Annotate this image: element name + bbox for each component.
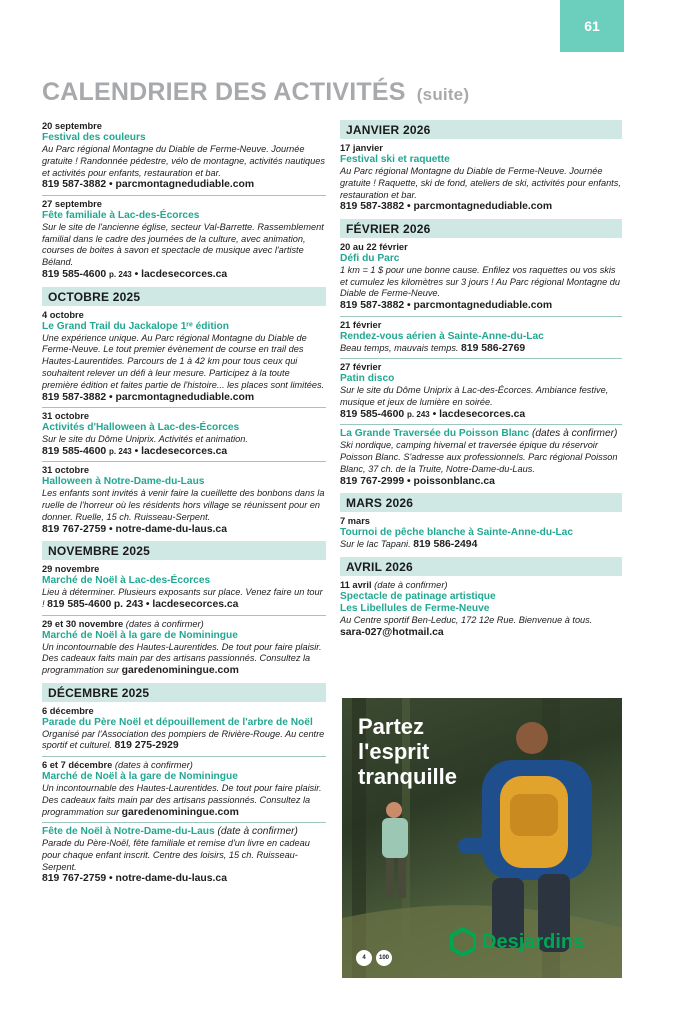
event-entry [42,120,326,196]
event-description: Sur le site de l'ancienne église, secteur Val-Barrette. Rassemblement familial dans le cadre des journées de la culture, avec animation, courses de boites à savon et spectacle de musique avec l'artiste Béland. [42,221,324,268]
event-name: Festival des couleurs [42,132,146,143]
page-reference: p. 243 [109,270,132,280]
event-name: Marché de Noël à Lac-des-Écorces [42,575,211,587]
event-entry [42,618,326,681]
event-name: Patin disco [340,373,395,385]
event-entry [340,319,622,360]
event-date-note: (dates à confirmer) [125,618,204,629]
page-number: 61 [560,0,624,52]
event-contact [42,269,326,282]
month-header-april: AVRIL 2026 [340,557,622,576]
event-description: Sur le site du Dôme Uniprix. Activités et animation. [42,434,248,445]
event-website[interactable]: garedenominingue.com [121,806,239,818]
event-entry [42,705,326,757]
event-description: Parade du Père-Noël, fête familiale et remise d'un livre en cadeau pour chaque enfant inscrit. Centre des loisirs, 15 ch. Ruisseau-Serpent. [42,838,310,872]
event-contact[interactable]: 819 767-2999 • poissonblanc.ca [340,475,495,487]
event-name: Halloween à Notre-Dame-du-Laus [42,476,205,488]
event-entry [42,198,326,285]
event-name [340,428,622,440]
month-header-november: NOVEMBRE 2025 [42,541,326,560]
event-description-text: Lieu à déterminer. Plusieurs exposants sur place. Venez faire un tour ! [42,587,323,610]
event-name: Festival ski et raquette [340,154,450,165]
event-phone[interactable]: 819 586-2494 [413,539,478,551]
event-description [42,729,326,753]
event-date: 20 septembre [42,121,102,131]
event-entry [340,241,622,317]
ad-slogan-line: Partez [358,714,425,739]
event-date: 27 septembre [42,198,102,209]
event-website[interactable]: garedenominingue.com [121,665,239,677]
event-date: 6 décembre [42,705,94,716]
event-name: Marché de Noël à la gare de Nominingue [42,629,238,641]
event-contact[interactable]: 819 767-2759 • notre-dame-du-laus.ca [42,523,227,535]
event-contact[interactable]: 819 587-3882 • parcmontagnedudiable.com [340,300,553,312]
event-contact[interactable]: 819 587-3882 • parcmontagnedudiable.com [42,391,255,403]
ad-slogan [358,714,457,789]
month-header-october: OCTOBRE 2025 [42,287,326,306]
event-website[interactable]: • lacdesecorces.ca [145,599,239,611]
event-name-secondary: Les Libellules de Ferme-Neuve [340,602,490,614]
event-date: 4 octobre [42,309,84,320]
event-description [340,539,622,552]
event-name [42,826,326,838]
event-date: 21 février [340,319,382,330]
left-column [42,120,326,891]
page-title [42,78,469,107]
event-date [42,619,326,630]
event-contact [340,409,622,422]
month-header-february: FÉVRIER 2026 [340,219,622,238]
event-date-note: (dates à confirmer) [114,759,193,770]
page-title-suffix: (suite) [416,85,470,104]
ad-slogan-line: l'esprit [358,739,430,764]
event-contact[interactable]: 819 767-2759 • notre-dame-du-laus.ca [42,873,227,885]
right-column [340,120,622,644]
desjardins-logo [450,928,584,956]
hexagon-logo-icon [450,928,476,956]
page-reference: p. 243 [109,446,132,456]
event-entry [340,361,622,425]
event-name: Activités d'Halloween à Lac-des-Écorces [42,422,240,434]
event-website[interactable]: • lacdesecorces.ca [432,408,526,420]
event-phone[interactable]: 819 585-4600 [42,445,107,457]
event-date: 29 novembre [42,564,100,575]
event-date: 7 mars [340,516,370,527]
event-date-note: (date à confirmer) [374,579,448,590]
event-date: 17 janvier [340,143,383,153]
event-entry [340,427,622,491]
event-description [340,343,622,356]
month-header-march: MARS 2026 [340,493,622,512]
event-name: Rendez-vous aérien à Sainte-Anne-du-Lac [340,330,544,342]
event-date: 27 février [340,362,382,373]
event-date [340,580,622,591]
ad-slogan-line: tranquille [358,764,458,789]
event-name: Marché de Noël à la gare de Nominingue [42,770,238,782]
event-date-text: 6 et 7 décembre [42,759,113,770]
event-description: Ski nordique, camping hivernal et traversée épique du réservoir Poisson Blanc. S'adresse aux professionnels. Parc régional Poisson Blanc, 37 ch. de la Truite, Notre-Dame-du-Laus. [340,440,618,474]
month-header-january: JANVIER 2026 [340,120,622,139]
event-description [42,587,326,611]
event-entry [340,579,622,642]
event-entry [340,142,622,217]
event-name: Défi du Parc [340,252,400,264]
month-header-december: DÉCEMBRE 2025 [42,683,326,702]
event-description-text: Un incontournable des Hautes-Laurentides. De tout pour faire plaisir. Des cadeaux faits main par des artisans passionnés. Consultez la programmation sur [42,641,322,676]
event-description [42,783,326,819]
event-name: Fête familiale à Lac-des-Écorces [42,209,200,221]
event-phone[interactable]: 819 586-2769 [461,342,526,354]
event-description: Au Parc régional Montagne du Diable de Ferme-Neuve. Journée gratuite ! Randonnée pédestre, vélo de montagne, activités nautiques et activités pour enfants, restauration et bar. [42,144,325,178]
event-phone[interactable]: 819 585-4600 [340,408,405,420]
event-contact[interactable]: 819 587-3882 • parcmontagnedudiable.com [340,201,553,213]
ad-badge: 4 [356,950,372,966]
ad-badge: 100 [376,950,392,966]
event-entry [340,515,622,555]
event-phone[interactable]: 819 585-4600 [42,269,107,281]
event-name: Tournoi de pêche blanche à Sainte-Anne-du-Lac [340,527,574,539]
event-phone[interactable]: 819 585-4600 [47,599,112,611]
event-name-text: Fête de Noël à Notre-Dame-du-Laus [42,826,215,838]
event-description: 1 km = 1 $ pour une bonne cause. Enfilez vos raquettes ou vos skis et cumulez les kilomètres sur 3 jours ! Au Parc régional Montagne du Diable de Ferme-Neuve. [340,264,621,299]
event-entry [42,825,326,889]
event-contact [42,446,326,459]
event-description-text: Sur le lac Tapani. [340,539,411,550]
event-date-text: 11 avril [340,579,372,590]
event-description-text: Beau temps, mauvais temps. [340,342,459,353]
event-name: Parade du Père Noël et dépouillement de l'arbre de Noël [42,716,313,728]
event-entry [42,464,326,539]
page-reference: p. 243 [113,599,144,611]
brand-name: Desjardins [482,930,585,953]
event-description-text: Un incontournable des Hautes-Laurentides. De tout pour faire plaisir. Des cadeaux faits main par des artisans passionnés. Consultez la programmation sur [42,782,322,817]
event-website[interactable]: • lacdesecorces.ca [134,269,228,281]
page-title-main: CALENDRIER DES ACTIVITÉS [42,78,406,106]
event-date [42,760,326,771]
desjardins-advertisement[interactable] [342,698,622,978]
page-reference: p. 243 [407,409,430,419]
event-phone[interactable]: 819 275-2929 [114,740,179,752]
event-website[interactable]: • lacdesecorces.ca [134,445,228,457]
event-description: Les enfants sont invités à venir faire la cueillette des bonbons dans la ruelle de l'horreur où les résidents hors village se réunissent pour en donner. Ruelle, 15 ch. Ruisseau-Serpent. [42,488,325,522]
event-name: Le Grand Trail du Jackalope 1ʳᵉ édition [42,320,229,332]
event-entry [42,563,326,615]
event-entry [42,759,326,823]
event-description [42,642,326,678]
event-date: 31 octobre [42,411,90,422]
event-name-note: (date à confirmer) [217,826,298,838]
ad-badges [356,950,392,966]
event-entry [42,309,326,408]
event-description: Au Centre sportif Ben-Leduc, 172 12e Rue. Bienvenue à tous. [340,614,593,625]
event-date: 31 octobre [42,465,90,476]
event-name: Spectacle de patinage artistique [340,590,496,602]
event-date: 20 au 22 février [340,241,408,252]
event-name-text: La Grande Traversée du Poisson Blanc [340,428,530,440]
event-entry [42,410,326,462]
event-email[interactable]: sara-027@hotmail.ca [340,626,444,638]
event-contact[interactable]: 819 587-3882 • parcmontagnedudiable.com [42,179,255,191]
event-date-text: 29 et 30 novembre [42,618,124,629]
event-description: Une expérience unique. Au Parc régional Montagne du Diable de Ferme-Neuve. Le tout premier évènement de course en trail des Hautes-Laurentides. Parcours de 1 à 42 km pour tous ceux qui souhaitent relever un défi à leur mesure. Participez à la toute première édition et faites partie de l'histoire... les places sont limitées. [42,332,325,390]
event-description-text: Organisé par l'Association des pompiers de Rivière-Rouge. Au centre sportif et culturel. [42,728,325,751]
event-description: Au Parc régional Montagne du Diable de Ferme-Neuve. Journée gratuite ! Raquette, ski de fond, ateliers de ski, activités pour enfants, restauration et bar. [340,166,621,200]
event-name-note: (dates à confirmer) [531,428,618,440]
event-description: Sur le site du Dôme Uniprix à Lac-des-Écorces. Ambiance festive, musique et jeux de lumière en soirée. [340,385,609,408]
